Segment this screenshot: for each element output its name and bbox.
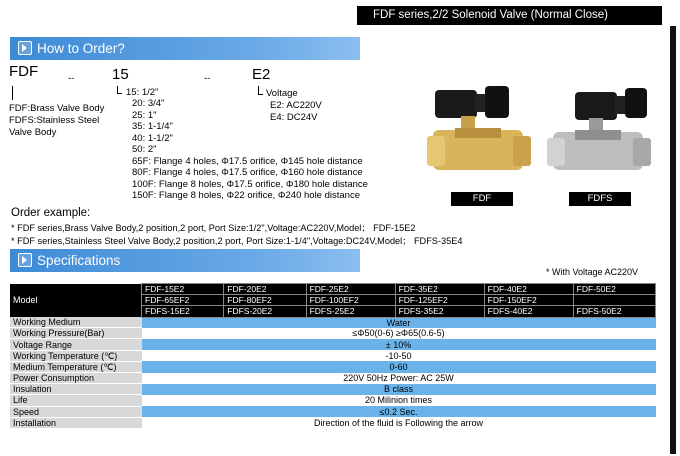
spec-value: Direction of the fluid is Following the arrow [142,417,656,428]
body-type: Valve Body [9,127,57,138]
model-cell: FDFS-15E2 [142,306,224,317]
size-option: 80F: Flange 4 holes, Φ17.5 orifice, Φ160 hole distance [132,167,363,178]
spec-value: ≤Φ50(0-6) ≥Φ65(0.6-5) [142,328,656,339]
size-option: 35: 1-1/4" [132,121,173,132]
bracket-line [12,86,13,100]
order-example-title: Order example: [11,207,91,219]
size-option: 40: 1-1/2" [132,133,173,144]
play-icon [18,253,32,267]
spec-row [10,361,656,372]
spec-row [10,339,656,350]
spec-label: Voltage Range [10,339,142,350]
spec-row [10,417,656,428]
size-option: 150F: Flange 8 holes, Φ22 orifice, Φ240 hole distance [132,190,360,201]
voltage-note: * With Voltage AC220V [546,267,639,277]
spec-label: Speed [10,406,142,417]
series-title: FDF series,2/2 Solenoid Valve (Normal Close) [373,9,608,21]
model-cell: FDF-80EF2 [224,295,306,306]
fdfs-caption: FDFS [569,192,631,206]
model-cell: FDFS-25E2 [306,306,395,317]
model-cell: FDF-15E2 [142,284,224,295]
size-option: 15: 1/2" [126,87,159,98]
spec-row [10,328,656,339]
model-cell: FDFS-50E2 [573,306,655,317]
spec-label: Installation [10,417,142,428]
spec-value: Water [142,317,656,328]
body-type: FDF:Brass Valve Body [9,103,105,114]
spec-label: Working Medium [10,317,142,328]
order-example-line: * FDF series,Brass Valve Body,2 position,2 port, Port Size:1/2",Voltage:AC220V,Model； FDF-15E2 [11,223,416,233]
model-cell: FDF-50E2 [573,284,655,295]
size-option: 25: 1" [132,110,157,121]
model-cell: FDF-25E2 [306,284,395,295]
model-cell: FDF-40E2 [484,284,573,295]
right-edge-bar [670,26,676,454]
size-option: 20: 3/4" [132,98,165,109]
code-sep2: -- [204,73,211,84]
how-to-order-heading: How to Order? [10,37,360,60]
spec-value: 0-60 [142,361,656,372]
spec-value: -10-50 [142,350,656,361]
spec-label: Life [10,395,142,406]
specifications-heading: Specifications [10,249,360,272]
model-cell: FDF-35E2 [395,284,484,295]
spec-row [10,384,656,395]
order-example-line: * FDF series,Stainless Steel Valve Body,2 position,2 port, Port Size:1-1/4",Voltage:DC24V,Model； FDFS-35E4 [11,236,463,246]
fdf-caption: FDF [451,192,513,206]
fdf-valve-image [425,80,535,190]
spec-label: Medium Temperature (℃) [10,361,142,372]
spec-value: B class [142,384,656,395]
model-cell: FDF-20E2 [224,284,306,295]
spec-label: Power Consumption [10,373,142,384]
size-option: 100F: Flange 8 holes, Φ17.5 orifice, Φ180 hole distance [132,179,368,190]
spec-value: ± 10% [142,339,656,350]
spec-row [10,350,656,361]
fdfs-valve-image [545,80,655,190]
model-cell: FDF-125EF2 [395,295,484,306]
spec-label: Working Pressure(Bar) [10,328,142,339]
spec-row [10,406,656,417]
code-voltage: E2 [252,66,271,83]
spec-table [10,283,656,429]
model-cell: FDF-100EF2 [306,295,395,306]
model-cell: FDFS-40E2 [484,306,573,317]
model-cell: FDFS-35E2 [395,306,484,317]
code-sep1: -- [68,73,75,84]
spec-value: 220V 50Hz Power: AC 25W [142,373,656,384]
spec-row [10,317,656,328]
voltage-label: Voltage [266,88,298,99]
voltage-option: E2: AC220V [270,100,322,111]
model-cell [573,295,655,306]
play-icon [18,41,32,55]
model-cell: FDF-65EF2 [142,295,224,306]
spec-row [10,395,656,406]
code-size: 15 [112,66,129,83]
model-cell: FDFS-20E2 [224,306,306,317]
size-option: 50: 2" [132,144,157,155]
brass-valve-icon [425,80,535,190]
body-type: FDFS:Stainless Steel [9,115,100,126]
bracket-line [258,94,263,95]
bracket-line [117,93,122,94]
size-option: 65F: Flange 4 holes, Φ17.5 orifice, Φ145 hole distance [132,156,363,167]
voltage-option: E4: DC24V [270,112,318,123]
model-label: Model [10,284,142,318]
spec-row [10,373,656,384]
model-cell: FDF-150EF2 [484,295,573,306]
spec-label: Working Temperature (℃) [10,350,142,361]
spec-label: Insulation [10,384,142,395]
series-title-bar [357,6,662,25]
spec-value: ≤0.2 Sec. [142,406,656,417]
steel-valve-icon [545,80,655,190]
spec-value: 20 Milinion times [142,395,656,406]
code-series: FDF [9,63,39,80]
